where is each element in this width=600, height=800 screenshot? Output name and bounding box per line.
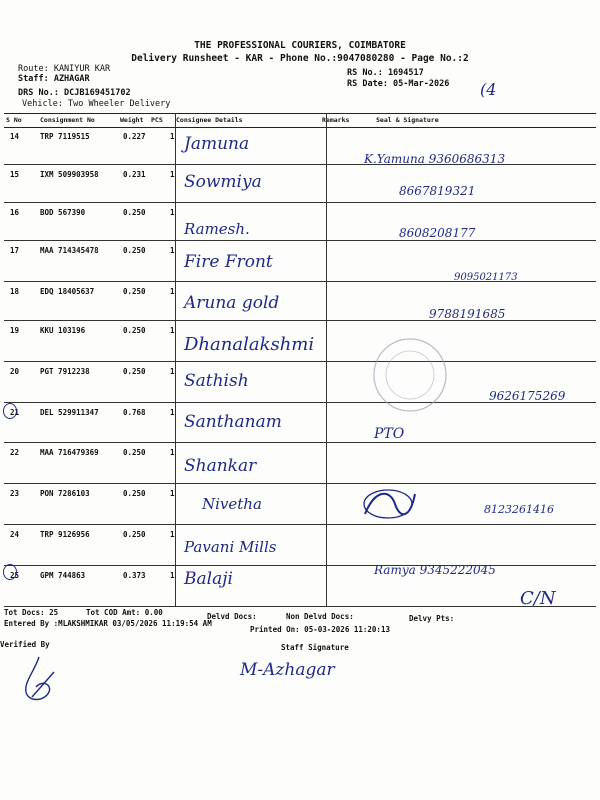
entered-by: Entered By :MLAKSHMIKAR 03/05/2026 11:19:54 AM: [4, 619, 212, 628]
table-row: [4, 202, 596, 243]
rs-date: RS Date: 05-Mar-2026: [347, 79, 450, 89]
row-pcs: 1: [170, 448, 175, 457]
row-divider: [4, 164, 596, 165]
row-weight: 0.250: [123, 246, 146, 255]
company-title: THE PROFESSIONAL COURIERS, COIMBATORE: [194, 40, 406, 51]
delivery-stamp-icon: [370, 330, 450, 420]
row-seal: Ramya 9345222045: [374, 563, 496, 577]
col-seal: Seal & Signature: [376, 116, 439, 124]
total-docs: Tot Docs: 25: [4, 608, 59, 617]
row-consignment: BOD 567390: [40, 208, 86, 217]
row-consignee: Sathish: [184, 371, 249, 391]
route-label: Route: KANIYUR KAR: [18, 64, 111, 74]
row-sno: 16: [10, 208, 20, 217]
row-seal: 8123261416: [484, 503, 554, 516]
row-consignment: IXM 509903958: [40, 170, 99, 179]
handwritten-page-mark: (4: [480, 80, 497, 99]
row-pcs: 1: [170, 170, 175, 179]
row-sno: 24: [10, 530, 20, 539]
row-pcs: 1: [170, 246, 175, 255]
row-weight: 0.250: [123, 367, 146, 376]
runsheet-subtitle: Delivery Runsheet - KAR - Phone No.:9047080280 - Page No.:2: [131, 53, 469, 64]
row-sno: 15: [10, 170, 20, 179]
table-row: [4, 126, 596, 167]
row-consignee: Shankar: [184, 456, 257, 476]
row-pcs: 1: [170, 326, 175, 335]
row-consignee: Santhanam: [184, 412, 282, 432]
row-divider: [4, 442, 596, 443]
row-pcs: 1: [170, 530, 175, 539]
row-divider: [4, 320, 596, 321]
rs-number: RS No.: 1694517: [347, 68, 424, 78]
table-row: [4, 402, 596, 443]
col-sno: S No: [6, 116, 22, 124]
circled-row-mark: [3, 403, 20, 419]
signature-scribble-icon: [360, 484, 420, 524]
row-divider: [4, 202, 596, 203]
row-sno: 21: [10, 408, 20, 417]
non-delivered-docs: Non Delvd Docs:: [286, 612, 354, 621]
row-consignee: Jamuna: [184, 134, 250, 154]
row-sno: 18: [10, 287, 20, 296]
row-consignee: Fire Front: [184, 252, 273, 272]
col-weight: Weight: [120, 116, 144, 124]
row-pcs: 1: [170, 571, 175, 580]
table-row: [4, 442, 596, 483]
col-consignee: Consignee Details: [176, 116, 243, 124]
row-sno: 14: [10, 132, 20, 141]
total-cod-amount: Tot COD Amt: 0.00: [86, 608, 163, 617]
row-divider: [4, 240, 596, 241]
row-consignment: TRP 9126956: [40, 530, 90, 539]
row-sno: 23: [10, 489, 20, 498]
row-weight: 0.768: [123, 408, 146, 417]
row-weight: 0.250: [123, 287, 146, 296]
row-pcs: 1: [170, 208, 175, 217]
cn-note: C/N: [520, 588, 556, 609]
row-divider: [4, 361, 596, 362]
row-consignee: Nivetha: [202, 495, 262, 513]
row-pcs: 1: [170, 408, 175, 417]
table-row: [4, 281, 596, 322]
row-seal: 9095021173: [454, 272, 518, 283]
row-consignee: Aruna gold: [184, 293, 280, 313]
row-weight: 0.250: [123, 448, 146, 457]
row-sno: 22: [10, 448, 20, 457]
staff-signature: M-Azhagar: [240, 660, 335, 680]
table-row: [4, 320, 596, 361]
row-seal: 8608208177: [399, 226, 476, 240]
row-pcs: 1: [170, 287, 175, 296]
col-remarks: Remarks: [322, 116, 350, 124]
printed-on: Printed On: 05-03-2026 11:20:13: [250, 625, 390, 634]
row-sno: 19: [10, 326, 20, 335]
table-row: [4, 240, 596, 281]
row-consignment: MAA 716479369: [40, 448, 99, 457]
row-weight: 0.373: [123, 571, 146, 580]
row-consignment: EDQ 18405637: [40, 287, 95, 296]
row-sno: 17: [10, 246, 20, 255]
row-pcs: 1: [170, 132, 175, 141]
staff-signature-label: Staff Signature: [281, 643, 349, 652]
row-sno: 20: [10, 367, 20, 376]
row-seal: 9788191685: [429, 307, 506, 321]
row-divider: [4, 524, 596, 525]
drs-number: DRS No.: DCJB169451702: [18, 88, 131, 98]
row-weight: 0.227: [123, 132, 146, 141]
row-consignment: DEL 529911347: [40, 408, 99, 417]
delivery-points: Delvy Pts:: [409, 614, 455, 623]
staff-label: Staff: AZHAGAR: [18, 74, 90, 84]
row-weight: 0.250: [123, 530, 146, 539]
col-pcs: PCS: [151, 116, 163, 124]
row-divider: [4, 281, 596, 282]
row-divider: [4, 402, 596, 403]
row-consignee: Dhanalakshmi: [184, 334, 315, 355]
circled-row-mark: [3, 564, 20, 580]
row-seal: K.Yamuna 9360686313: [364, 152, 506, 166]
table-row: [4, 483, 596, 524]
verified-by-label: Verified By: [0, 640, 50, 649]
row-consignee: Sowmiya: [184, 172, 262, 192]
row-weight: 0.231: [123, 170, 146, 179]
row-consignment: MAA 714345478: [40, 246, 99, 255]
row-consignee: Ramesh.: [184, 220, 250, 238]
row-seal: 9626175269: [489, 389, 566, 403]
table-row: [4, 164, 596, 205]
row-sno: 25: [10, 571, 20, 580]
table-row: [4, 361, 596, 402]
vehicle-label: Vehicle: Two Wheeler Delivery: [22, 99, 171, 109]
row-weight: 0.250: [123, 326, 146, 335]
row-weight: 0.250: [123, 489, 146, 498]
verifier-signature-icon: [14, 652, 64, 712]
row-seal: PTO: [374, 426, 405, 442]
row-pcs: 1: [170, 489, 175, 498]
row-consignment: PGT 7912238: [40, 367, 90, 376]
row-consignment: KKU 103196: [40, 326, 86, 335]
row-divider: [4, 565, 596, 566]
table-bottom-rule: [4, 606, 596, 607]
row-consignee: Pavani Mills: [184, 538, 277, 556]
row-consignee: Balaji: [184, 569, 233, 589]
delivered-docs: Delvd Docs:: [207, 612, 257, 621]
table-row: [4, 565, 596, 606]
row-consignment: GPM 744863: [40, 571, 86, 580]
col-consignment: Consignment No: [40, 116, 95, 124]
row-weight: 0.250: [123, 208, 146, 217]
row-consignment: TRP 7119515: [40, 132, 90, 141]
row-pcs: 1: [170, 367, 175, 376]
row-divider: [4, 483, 596, 484]
row-seal: 8667819321: [399, 184, 476, 198]
row-consignment: PON 7286103: [40, 489, 90, 498]
table-row: [4, 524, 596, 565]
